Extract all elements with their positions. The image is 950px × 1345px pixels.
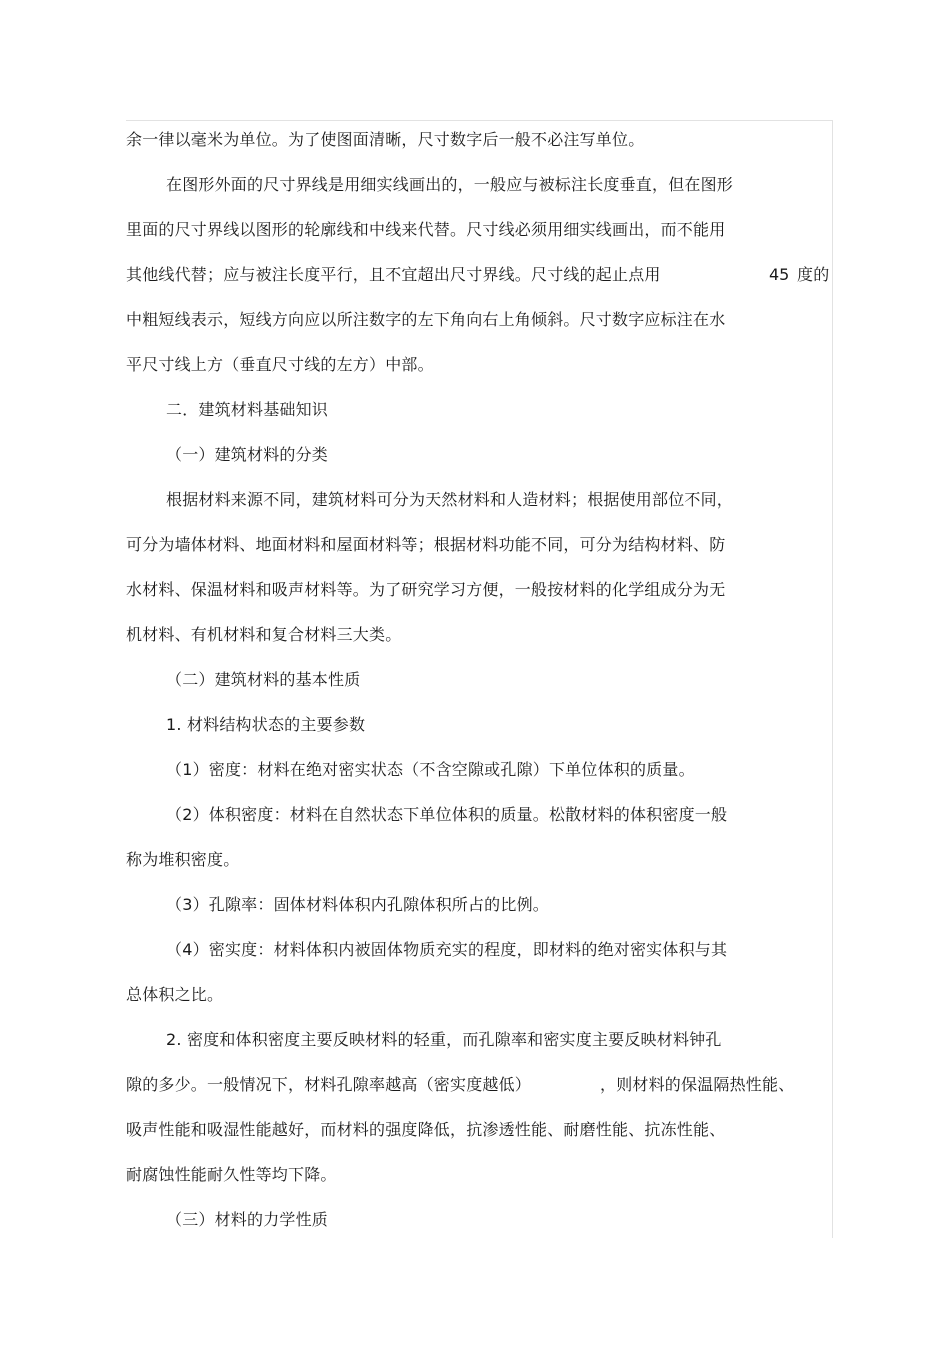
paragraph-line: 水材料、保温材料和吸声材料等。为了研究学习方便，一般按材料的化学组成分为无 xyxy=(126,580,726,599)
paragraph-line: 吸声性能和吸湿性能越好，而材料的强度降低，抗渗透性能、耐磨性能、抗冻性能、 xyxy=(126,1120,726,1139)
paragraph-line: 可分为墙体材料、地面材料和屋面材料等；根据材料功能不同，可分为结构材料、防 xyxy=(126,535,726,554)
subsection-heading: （三）材料的力学性质 xyxy=(166,1210,329,1229)
paragraph-line: 根据材料来源不同，建筑材料可分为天然材料和人造材料；根据使用部位不同， xyxy=(166,490,734,509)
paragraph-line: 称为堆积密度。 xyxy=(126,850,240,869)
subsection-heading: （一）建筑材料的分类 xyxy=(166,445,329,464)
paragraph-line: 机材料、有机材料和复合材料三大类。 xyxy=(126,625,402,644)
paragraph-line: 平尺寸线上方（垂直尺寸线的左方）中部。 xyxy=(126,355,434,374)
section-heading: 二．建筑材料基础知识 xyxy=(166,400,329,419)
list-item: （3）孔隙率：固体材料体积内孔隙体积所占的比例。 xyxy=(166,895,549,914)
paragraph-line: 其他线代替；应与被注长度平行，且不宜超出尺寸界线。尺寸线的起止点用 xyxy=(126,265,661,284)
paragraph-line: 在图形外面的尺寸界线是用细实线画出的，一般应与被标注长度垂直，但在图形 xyxy=(166,175,734,194)
list-item: （4）密实度：材料体积内被固体物质充实的程度，即材料的绝对密实体积与其 xyxy=(166,940,728,959)
paragraph-line: 里面的尺寸界线以图形的轮廓线和中线来代替。尺寸线必须用细实线画出，而不能用 xyxy=(126,220,726,239)
paragraph-line: 耐腐蚀性能耐久性等均下降。 xyxy=(126,1165,337,1184)
paragraph-line: 隙的多少。一般情况下，材料孔隙率越高（密实度越低） xyxy=(126,1075,532,1094)
list-item: （1）密度：材料在绝对密实状态（不含空隙或孔隙）下单位体积的质量。 xyxy=(166,760,695,779)
paragraph-line: 余一律以毫米为单位。为了使图面清晰，尺寸数字后一般不必注写单位。 xyxy=(126,130,645,149)
paragraph-line: 2. 密度和体积密度主要反映材料的轻重，而孔隙率和密实度主要反映材料钟孔 xyxy=(166,1030,722,1049)
numbered-heading: 1. 材料结构状态的主要参数 xyxy=(166,715,366,734)
paragraph-line: 中粗短线表示，短线方向应以所注数字的左下角向右上角倾斜。尺寸数字应标注在水 xyxy=(126,310,726,329)
paragraph-line: ，则材料的保温隔热性能、 xyxy=(600,1075,795,1094)
paragraph-line: 总体积之比。 xyxy=(126,985,224,1004)
subsection-heading: （二）建筑材料的基本性质 xyxy=(166,670,361,689)
paragraph-line: 度的 xyxy=(797,265,830,284)
paragraph-number: 45 xyxy=(769,265,790,284)
list-item: （2）体积密度：材料在自然状态下单位体积的质量。松散材料的体积密度一般 xyxy=(166,805,728,824)
